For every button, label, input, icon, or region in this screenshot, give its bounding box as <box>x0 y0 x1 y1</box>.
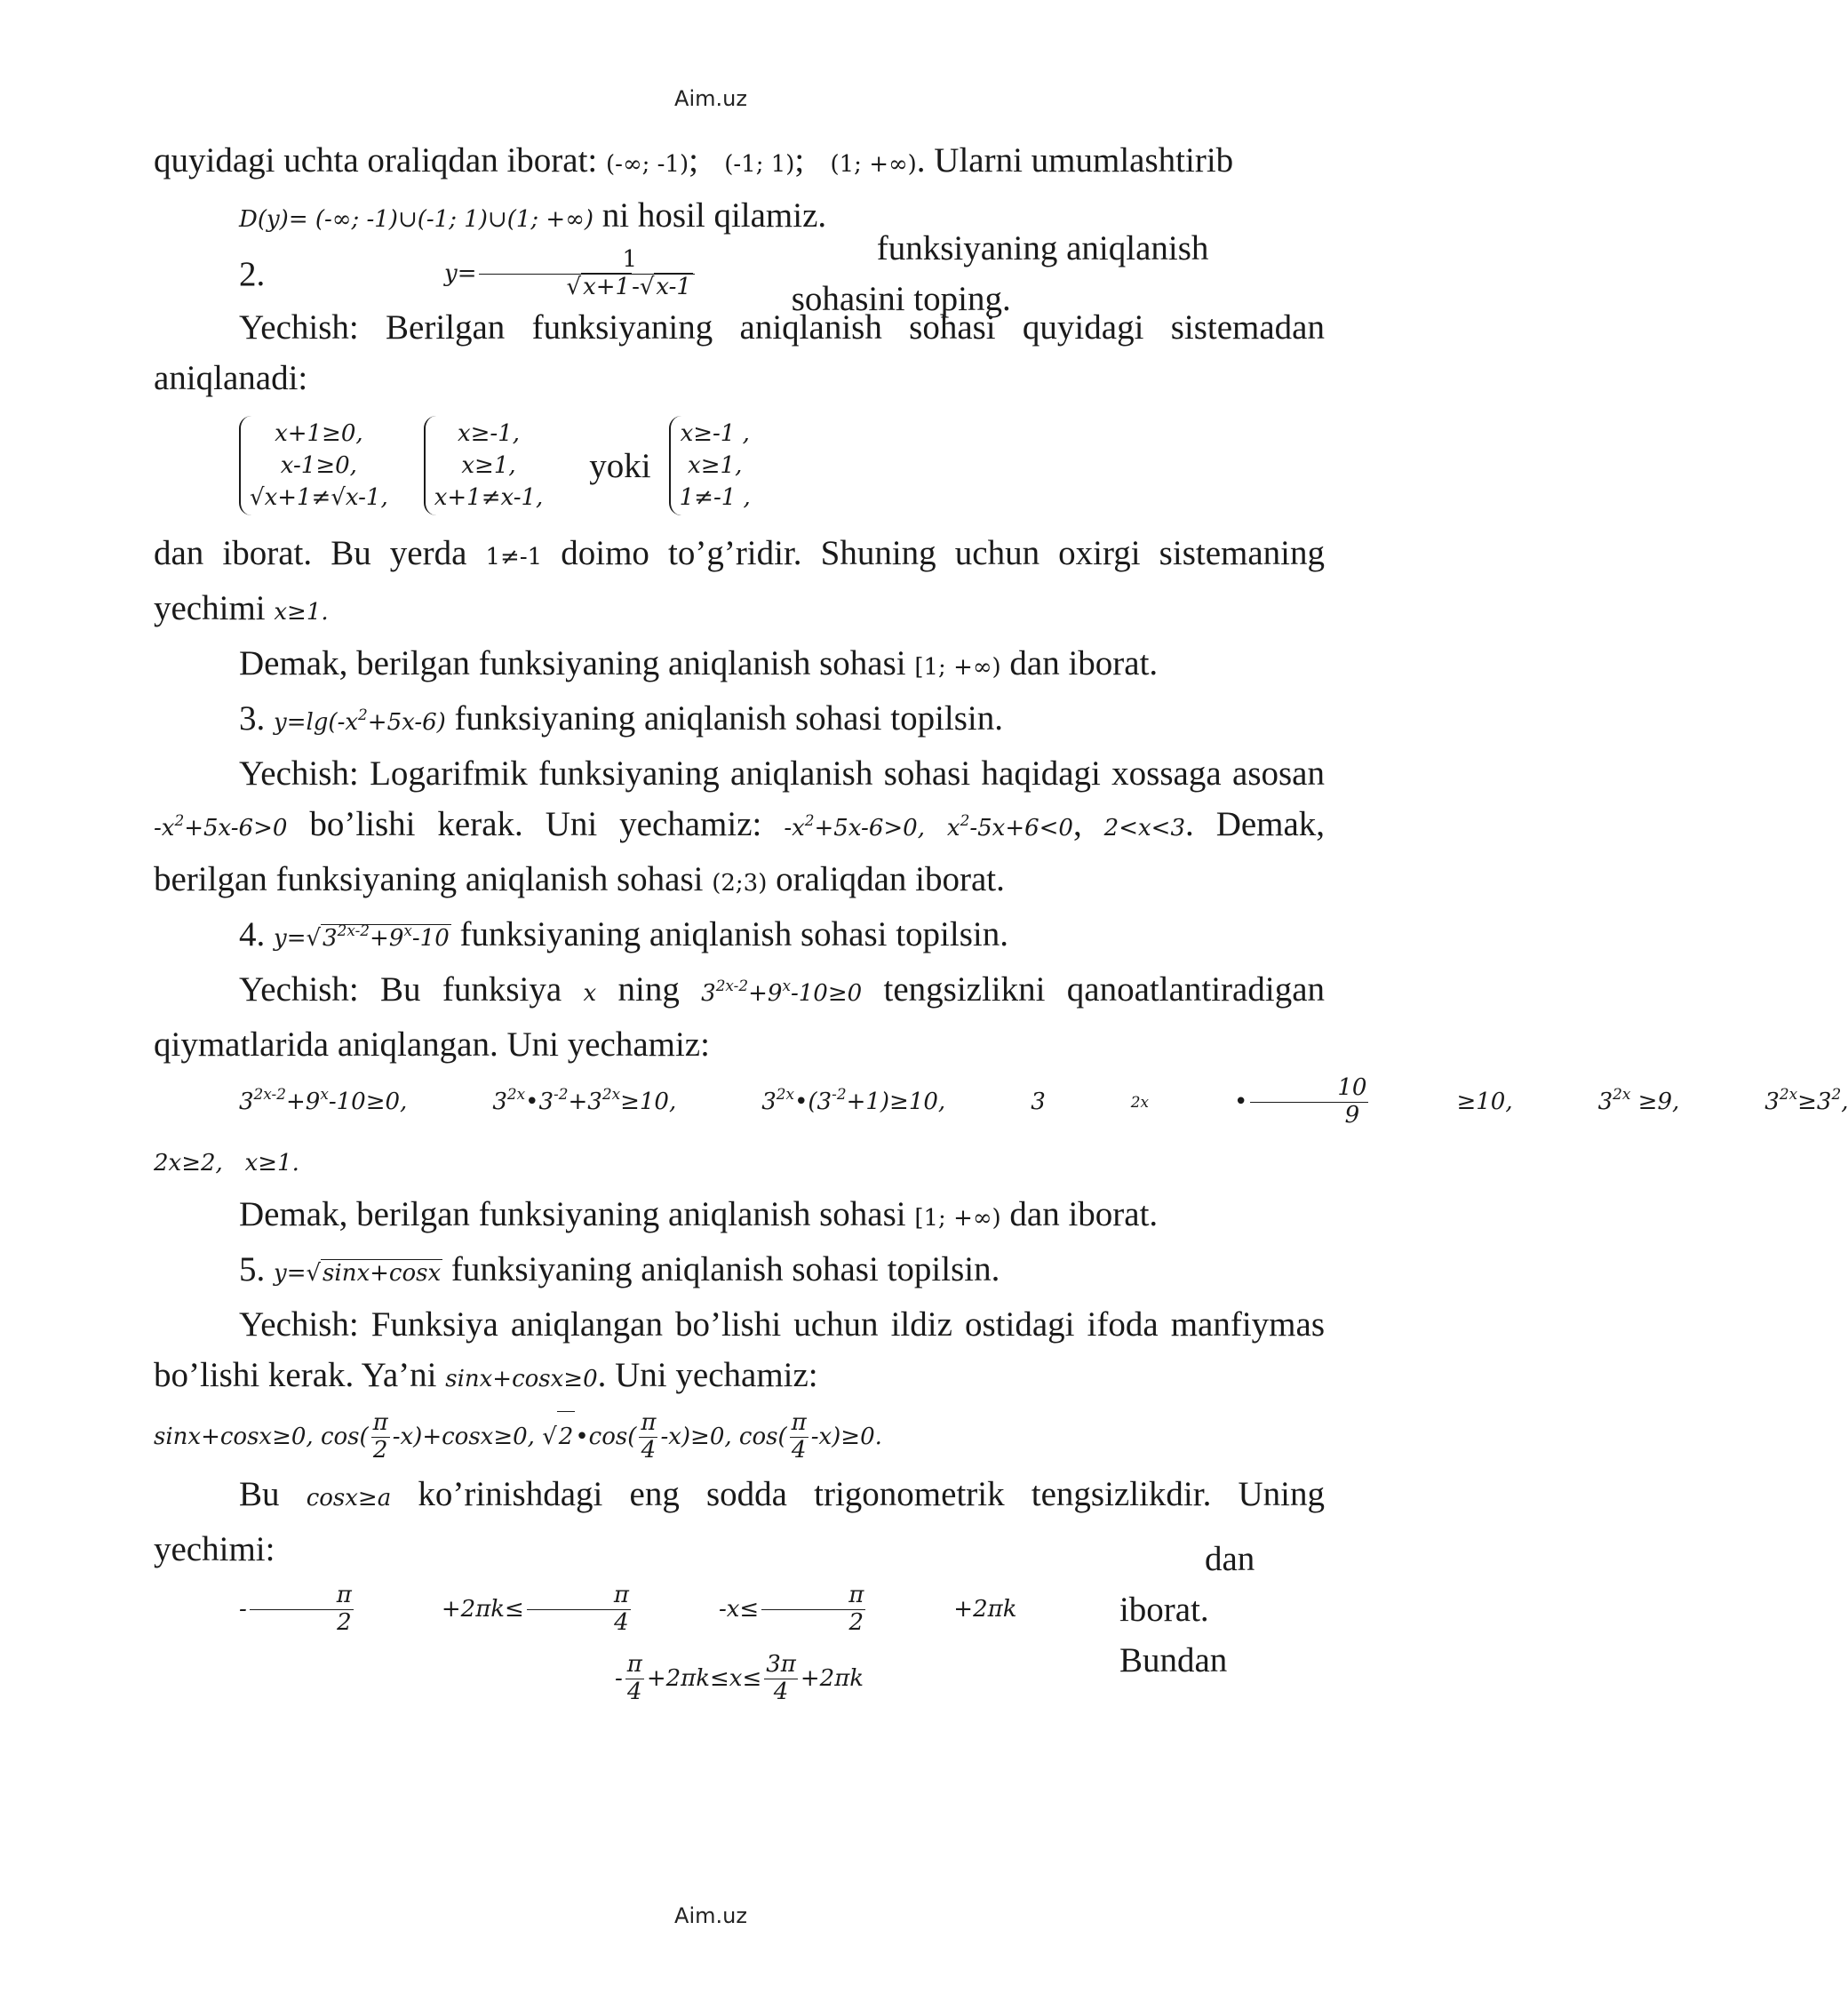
system-3: x≥-1 , x≥1, 1≠-1 , <box>669 416 763 515</box>
solution-5-steps: sinx+cosx≥0, cos( $\frac{\pi}{2}$ -x)+cosx≥0, √ 2 •cos( $\frac{\pi}{4}$ -x)≥0, cos( $\frac{\pi}{4}$ -x)≥0. <box>154 1408 882 1464</box>
solution-4: Yechish: Bu funksiya x ning $3^{2x-2}+9^x-10\ge 0$ tengsizlikni qanoatlantiradigan qiymatlarida aniqlangan. Uni yechamiz: <box>154 970 1325 1064</box>
paragraph-trig-inequality: Bu cosx≥a ko’rinishdagi eng sodda trigonometrik tengsizlikdir. Uning yechimi: <box>154 1475 1325 1568</box>
paragraph-answer-2: Demak, berilgan funksiyaning aniqlanish sohasi [1; +∞) dan iborat. <box>239 644 1159 682</box>
system-of-inequalities <box>154 403 1325 528</box>
solution-5: Yechish: Funksiya aniqlangan bo’lishi uchun ildiz ostidagi ifoda manfiymas bo’lishi kerak. Ya’ni sinx+cosx≥0. Uni yechamiz: <box>154 1305 1325 1394</box>
solution-3: Yechish: Logarifmik funksiyaning aniqlanish sohasi haqidagi xossaga asosan $-x^2+5x-6>0$ bo’lishi kerak. Uni yechamiz: $-x^2+5x-6>0$, $x^2-5x+6<0$, 2<x<3. Demak, berilgan funksiyaning aniqlanish sohasi (2;3) oraliqdan iborat. <box>154 754 1326 898</box>
solution-4-result: 2x≥2, x≥1. <box>154 1150 299 1176</box>
page-footer: Aim.uz <box>674 1903 747 1928</box>
document-body <box>154 135 1848 1713</box>
paragraph-conclusion-2: dan iborat. Bu yerda 1≠-1 doimo to’g’ridir. Shuning uchun oxirgi sistemaning yechimi x≥1. <box>154 534 1326 627</box>
trig-solution-1: - $\frac{\pi}{2}$ +2πk≤ $\frac{\pi}{4}$ -x≤ $\frac{\pi}{2}$ +2πk dan iborat. Bundan <box>239 1539 1255 1679</box>
system-1: x+1≥0, x-1≥0, √x+1≠√x-1, <box>239 416 401 515</box>
problem-5: 5. y=√sinx+cosx funksiyaning aniqlanish sohasi topilsin. <box>239 1250 1000 1288</box>
fraction: $\frac{1}{√x+1-√x-1}$ <box>479 247 694 301</box>
trig-solution-2: - $\frac{\pi}{4}$ +2πk≤x≤ $\frac{3\pi}{4}$ +2πk <box>614 1650 864 1705</box>
yoki-label: yoki <box>589 446 651 485</box>
paragraph-domain-union: D(y)= (-∞; -1)∪(-1; 1)∪(1; +∞) ni hosil qilamiz. <box>239 196 827 235</box>
problem-4: 4. $y=√3^{2x-2}+9^x-10$ funksiyaning aniqlanish sohasi topilsin. <box>239 915 1008 953</box>
system-2: x≥-1, x≥1, x+1≠x-1, <box>424 416 556 515</box>
solution-4-steps: $3^{2x-2}+9^x-10\ge 0$, $3^{2x}•3^{-2}+3^{2x}\ge 10$, $3^{2x}•(3^{-2}+1)\ge 10$, 3 2x • $\frac{10}{9}$ ≥10, $3^{2x} \ge 9$, $3^{2x}\ge 3^2$, <box>239 1073 1848 1129</box>
paragraph-intervals: quyidagi uchta oraliqdan iborat: (-∞; -1); (-1; 1); (1; +∞). Ularni umumlashtirib <box>154 141 1234 179</box>
problem-2: 2. y= $\frac{1}{√x+1-√x-1}$ funksiyaning aniqlanish sohasini toping. <box>239 229 1209 318</box>
paragraph-answer-4: Demak, berilgan funksiyaning aniqlanish sohasi [1; +∞) dan iborat. <box>239 1195 1159 1233</box>
page-header: Aim.uz <box>674 86 747 111</box>
problem-3: 3. $y=\lg(-x^2+5x-6)$ funksiyaning aniqlanish sohasi topilsin. <box>239 699 1004 738</box>
solution-2: Yechish: Berilgan funksiyaning aniqlanish sohasi quyidagi sistemadan aniqlanadi: <box>154 308 1325 397</box>
